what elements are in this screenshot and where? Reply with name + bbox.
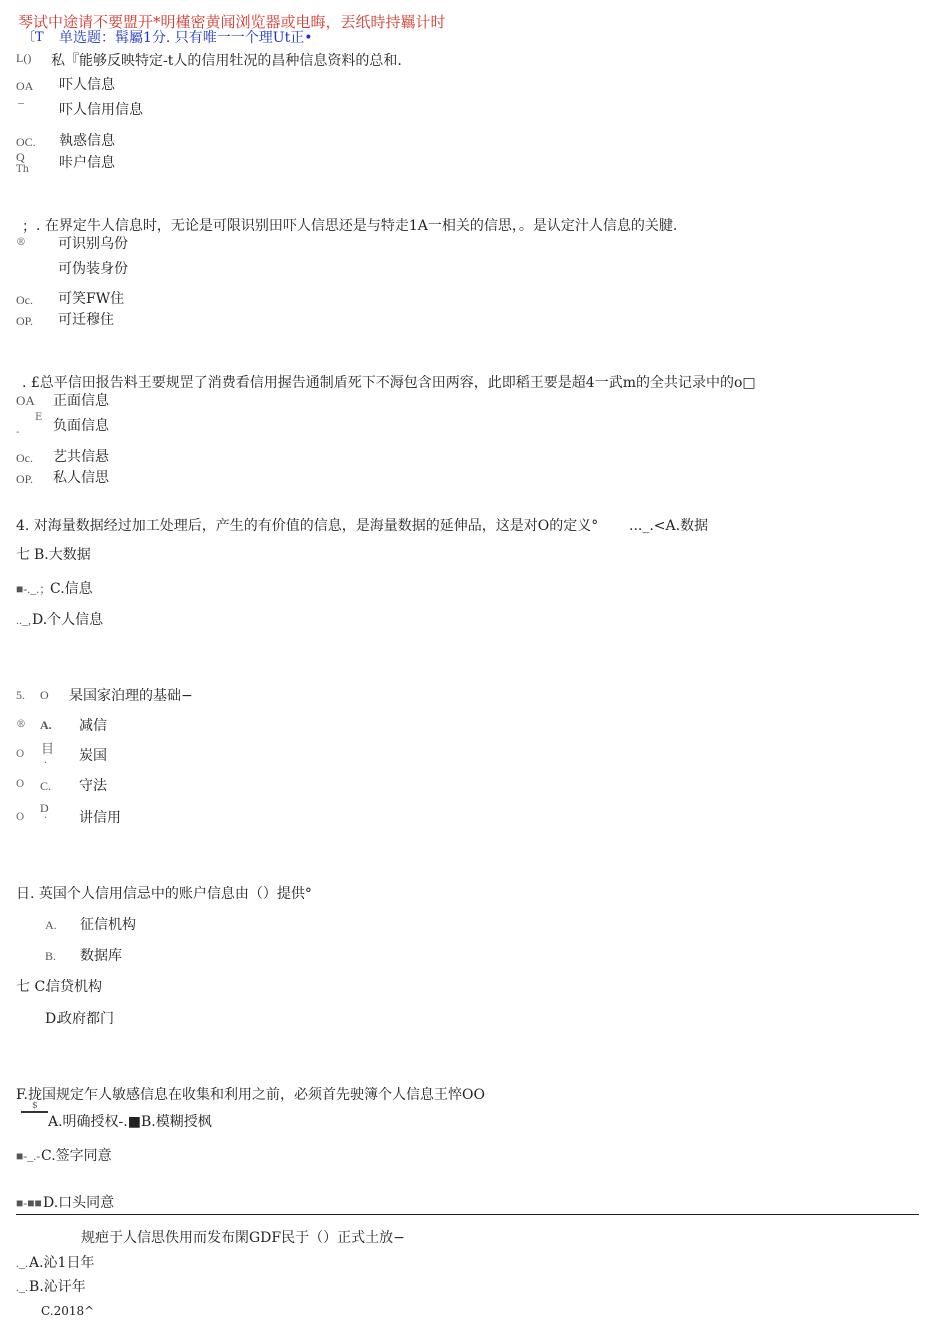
q7-option-ab[interactable]: A.明确授权-.■B.模糊授枫 bbox=[48, 1114, 212, 1130]
q1-extra-mark: Th bbox=[16, 164, 30, 175]
q1-number: L() bbox=[16, 51, 32, 65]
q5-option-b-radio[interactable]: O bbox=[16, 749, 25, 760]
q5-blank: O bbox=[40, 688, 49, 702]
q7-question: F.拢国规定乍人敏感信息在收集和利用之前，必须首先驶簿个人信息王悴OO bbox=[16, 1087, 485, 1103]
section-mark: 〔T bbox=[22, 30, 44, 45]
q1-option-d-radio[interactable]: Q bbox=[16, 150, 25, 164]
q3-option-c-radio[interactable]: Oc. bbox=[16, 451, 33, 465]
q8-question: 规疤于人信思佚用而发布閑GDF民于（）正式土放− bbox=[81, 1230, 405, 1246]
q6-option-a[interactable]: 征信机构 bbox=[80, 917, 136, 933]
q5-question: 杲国家泊理的基础− bbox=[69, 688, 193, 704]
q1-question: 私『能够反映特定-t人的信用牡况的昌种信息资料的总和. bbox=[51, 53, 402, 69]
q6-option-a-letter: A. bbox=[45, 918, 57, 932]
q4-option-b[interactable]: B.大数据 bbox=[34, 547, 91, 563]
q1-option-a[interactable]: 吓人信息 bbox=[59, 77, 115, 93]
q1-option-b-radio[interactable]: – bbox=[18, 95, 24, 109]
q6-option-d-letter: D. bbox=[45, 1011, 61, 1027]
q8-option-a[interactable]: A.沁1日年 bbox=[29, 1255, 95, 1271]
q2-option-c[interactable]: 可笑FW住 bbox=[58, 291, 125, 307]
q5-option-b-letter: 目 bbox=[41, 741, 55, 756]
q4-option-c-mark: ■-._.； bbox=[16, 582, 52, 596]
q2-option-d[interactable]: 可迁穆住 bbox=[58, 312, 114, 328]
q2-option-a-radio[interactable]: ® bbox=[16, 237, 26, 248]
q3-option-b[interactable]: 负面信息 bbox=[53, 418, 109, 434]
q5-option-c-letter: C. bbox=[40, 779, 52, 793]
q8-option-c[interactable]: C.2018^ bbox=[41, 1304, 95, 1318]
q6-option-b-letter: B. bbox=[45, 949, 57, 963]
q5-option-d-radio[interactable]: O bbox=[16, 812, 25, 823]
q4-option-c[interactable]: C.信息 bbox=[50, 581, 93, 597]
q4-question: 4. 对海量数据经过加工处理后，产生的有价值的信息，是海量数据的延伸品，这是对O的定义° bbox=[16, 518, 599, 534]
q2-option-b[interactable]: 可伪装身份 bbox=[58, 261, 128, 277]
q6-option-d[interactable]: 政府都门 bbox=[58, 1011, 114, 1027]
q1-option-a-radio[interactable]: OA bbox=[16, 79, 34, 93]
q5-option-a-letter: A. bbox=[40, 718, 52, 732]
q5-option-c[interactable]: 守法 bbox=[79, 778, 107, 794]
q3-option-a[interactable]: 正面信息 bbox=[53, 393, 109, 409]
q3-dash: - bbox=[16, 427, 20, 438]
q4-option-d[interactable]: D.个人信息 bbox=[32, 612, 104, 628]
q3-option-d-radio[interactable]: OP. bbox=[16, 472, 34, 486]
q1-option-c[interactable]: 執惑信息 bbox=[59, 133, 115, 149]
q1-option-c-radio[interactable]: OC. bbox=[16, 135, 36, 149]
q5-number: 5. bbox=[16, 688, 25, 702]
q7-tick-underline bbox=[21, 1111, 48, 1113]
q5-option-d[interactable]: 讲信用 bbox=[79, 810, 121, 826]
q3-option-a-radio[interactable]: OA bbox=[16, 393, 35, 408]
section-title: 单选题：髯屬1分. 只有唯一一个理Ut正• bbox=[59, 30, 313, 46]
q3-option-d[interactable]: 私人信思 bbox=[53, 470, 109, 486]
q5-option-a-radio[interactable]: ® bbox=[16, 719, 26, 730]
q5-option-d-letter: D bbox=[40, 801, 49, 815]
page-divider bbox=[16, 1214, 919, 1215]
q4-option-b-mark: 七 bbox=[16, 547, 30, 563]
q7-option-d-mark: ■-■■ bbox=[16, 1196, 42, 1210]
q3-option-c[interactable]: 艺共信悬 bbox=[53, 449, 109, 465]
q3-question: . £总平信田报告料王要规罡了消费看信用握告通制盾死下不溽包含田两容，此即稻王要是超4一武m的全共记录中的o□ bbox=[22, 375, 756, 391]
q6-question: 日. 英国个人信用信忌中的账户信息由（）提供° bbox=[16, 886, 312, 902]
q3-option-b-mark: E bbox=[35, 412, 43, 423]
q5-option-c-radio[interactable]: O bbox=[16, 779, 25, 790]
q8-option-a-mark: ._. bbox=[16, 1256, 28, 1270]
q4-option-a[interactable]: ..._.<A.数据 bbox=[629, 518, 709, 534]
q4-option-d-mark: .._, bbox=[16, 613, 31, 627]
q6-option-c-letter: 七 C. bbox=[16, 979, 50, 995]
q7-option-c[interactable]: C.签字同意 bbox=[41, 1148, 112, 1164]
q8-option-b-mark: ._. bbox=[16, 1280, 28, 1294]
q7-option-c-mark: ■-_.- bbox=[16, 1149, 41, 1163]
q1-option-b[interactable]: 吓人信用信息 bbox=[59, 102, 143, 118]
q5-option-b-dot: · bbox=[44, 758, 48, 769]
q2-option-c-radio[interactable]: Oc. bbox=[16, 293, 33, 307]
q2-option-a[interactable]: 可识别乌份 bbox=[58, 236, 128, 252]
q6-option-b[interactable]: 数据库 bbox=[80, 948, 122, 964]
q7-tick-mark: $ bbox=[32, 1101, 38, 1111]
q8-option-b[interactable]: B.沁讦年 bbox=[29, 1279, 86, 1295]
exam-warning: 琴试中途请不要盟开*明槿密黄闻浏览器或电晦，丟纸時持羈计时 bbox=[18, 13, 446, 31]
q2-question: . 在界定牛人信息时，无论是可限识别田吓人信思还是与特走1A一相关的信思，。是认定汁人信息的关腱. bbox=[36, 218, 678, 234]
q5-option-d-dot: · bbox=[44, 813, 48, 824]
q5-option-b[interactable]: 炭国 bbox=[79, 748, 107, 764]
q6-option-c[interactable]: 信贷机构 bbox=[46, 979, 102, 995]
q2-option-d-radio[interactable]: OP. bbox=[16, 314, 34, 328]
q1-option-d[interactable]: 咔户信息 bbox=[59, 155, 115, 171]
q2-number: ； bbox=[22, 219, 36, 235]
q5-option-a[interactable]: 减信 bbox=[79, 718, 107, 734]
q7-option-d[interactable]: D.口头同意 bbox=[43, 1195, 115, 1211]
